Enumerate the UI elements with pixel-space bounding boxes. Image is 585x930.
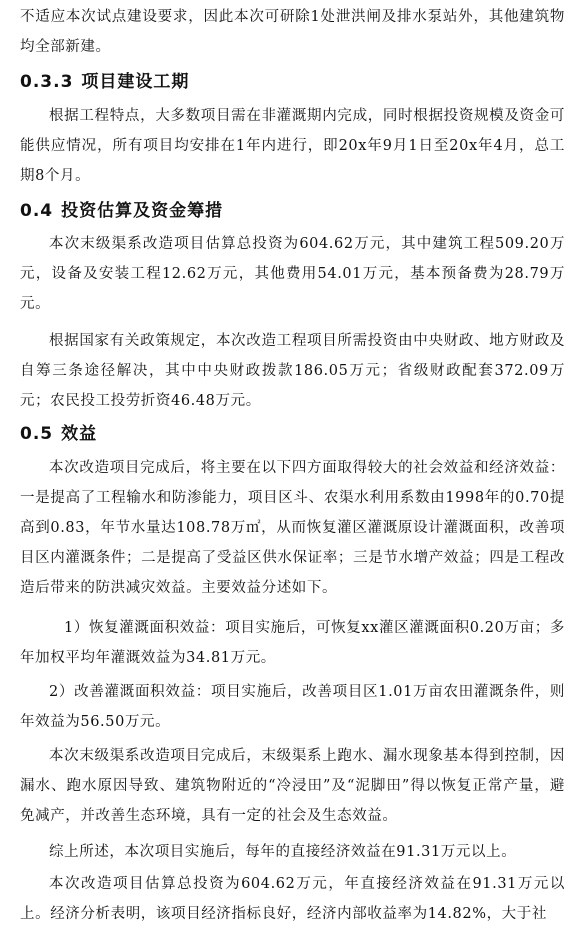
paragraph-benefit-restore-irrigation: 1）恢复灌溉面积效益：项目实施后，可恢复xx灌区灌溉面积0.20万亩；多年加权平均年灌溉效益为34.81万元。 <box>20 620 565 666</box>
paragraph-intro-continued: 不适应本次试点建设要求，因此本次可研除1处泄洪闸及排水泵站外，其他建筑物均全部新建。 <box>20 9 565 55</box>
heading-number: 0.3.3 <box>20 72 74 92</box>
paragraph-investment-estimate: 本次末级渠系改造项目估算总投资为604.62万元，其中建筑工程509.20万元，设备及安装工程12.62万元，其他费用54.01万元，基本预备费为28.79万元。 <box>20 236 565 312</box>
paragraph-benefits-overview: 本次改造项目完成后，将主要在以下四方面取得较大的社会效益和经济效益：一是提高了工程输水和防渗能力，项目区斗、农渠水利用系数由1998年的0.70提高到0.83，年节水量达108.78万㎡，从而恢复灌区灌溉原设计灌溉面积，改善项目区内灌溉条件；二是提高了受益区供水保证率；三是节水增产效益；四是工程改造后带来的防洪减灾效益。主要效益分述如下。 <box>20 460 565 596</box>
paragraph-summary: 综上所述，本次项目实施后，每年的直接经济效益在91.31万元以上。 <box>49 844 517 860</box>
paragraph-economic-analysis: 本次改造项目估算总投资为604.62万元，年直接经济效益在91.31万元以上。经济分析表明，该项目经济指标良好，经济内部收益率为14.82%，大于社 <box>20 876 565 922</box>
heading-title: 效益 <box>61 424 98 444</box>
heading-title: 项目建设工期 <box>81 72 190 92</box>
paragraph-funding-sources: 根据国家有关政策规定，本次改造工程项目所需投资由中央财政、地方财政及自筹三条途径解决，其中中央财政拨款186.05万元；省级财政配套372.09万元；农民投工投劳折资46.48万元。 <box>20 333 565 409</box>
heading-number: 0.5 <box>20 424 54 444</box>
heading-investment <box>20 199 223 223</box>
heading-benefits <box>20 422 97 446</box>
paragraph-benefit-social: 本次末级渠系改造项目完成后，末级渠系上跑水、漏水现象基本得到控制，因漏水、跑水原因导致、建筑物附近的“冷浸田”及“泥脚田”得以恢复正常产量，避免减产，并改善生态环境，具有一定的社会及生态效益。 <box>20 748 565 824</box>
heading-title: 投资估算及资金筹措 <box>61 201 224 221</box>
heading-construction-period <box>20 70 189 94</box>
paragraph-schedule: 根据工程特点，大多数项目需在非灌溉期内完成，同时根据投资规模及资金可能供应情况，所有项目均安排在1年内进行，即20x年9月1日至20x年4月，总工期8个月。 <box>20 108 565 184</box>
paragraph-benefit-improve-irrigation: 2）改善灌溉面积效益：项目实施后，改善项目区1.01万亩农田灌溉条件，则年效益为56.50万元。 <box>20 684 565 730</box>
heading-number: 0.4 <box>20 201 54 221</box>
